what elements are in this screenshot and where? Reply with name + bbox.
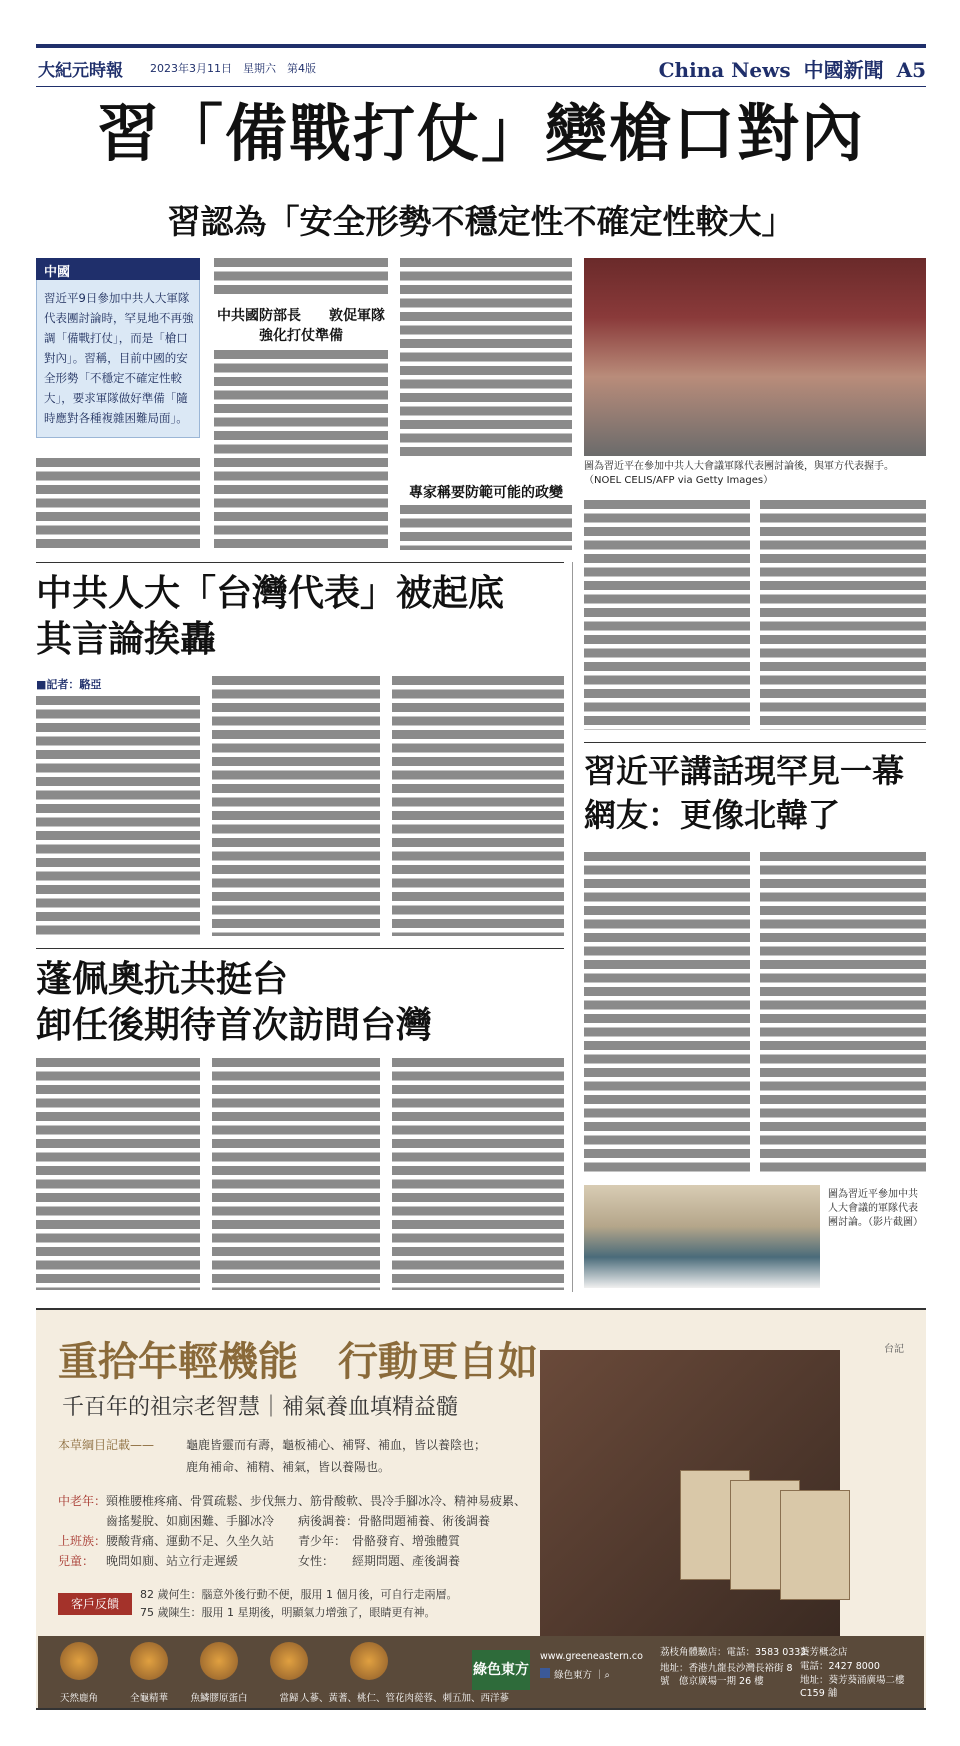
dateline: 2023年3月11日 星期六 第4版 (150, 62, 316, 75)
ad-ingredient-5: 人蔘、黃蓍、桃仁、管花肉蓯蓉、刺五加、西洋蔘 (300, 1693, 510, 1704)
page-number: A5 (896, 58, 926, 82)
ad-company-logo: 綠色東方 (472, 1650, 530, 1690)
ad-facebook (540, 1668, 610, 1682)
lead-photo (584, 258, 926, 456)
ad-row-3-label: 上班族： (58, 1534, 107, 1548)
ad-shop1-name: 荔枝角體驗店：電話：3583 0332 (660, 1647, 807, 1658)
newspaper-brand: 大紀元時報 (38, 61, 123, 81)
story4-body-col2 (212, 1058, 380, 1290)
story3-photo (584, 1185, 820, 1288)
ad-ingredient-4: 當歸 (279, 1693, 299, 1704)
ad-row-1-text: 頸椎腰椎疼痛、骨質疏鬆、步伐無力、筋骨酸軟、畏冷手腳冰冷、精神易疲累、 (106, 1494, 527, 1508)
story2-body-col3 (392, 676, 564, 936)
ad-subtitle: 千百年的祖宗老智慧｜補氣養血填精益髓 (62, 1395, 459, 1420)
column-divider (572, 562, 573, 1292)
ad-ingredient-3: 魚鱗膠原蛋白 (190, 1693, 248, 1704)
ad-ingredient-2: 全龜精華 (129, 1693, 168, 1704)
story4-body-col3 (392, 1058, 564, 1290)
lead-headline: 習「備戰打仗」變槍口對內 (96, 97, 865, 170)
lead-body-col1 (36, 458, 200, 550)
ad-row-2-text: 齒搖髮脫、如廁困難、手腳冰冷 病後調養：骨骼問題補養、術後調養 (106, 1514, 491, 1528)
lead-body-col3a (400, 258, 572, 458)
story3-body-col2 (760, 852, 926, 1172)
story2-top-rule (36, 562, 564, 563)
ad-shop2-address: 地址：葵芳葵涌廣場二樓 C159 舖 (800, 1675, 905, 1699)
masthead-bottom-rule (36, 86, 926, 87)
story4-body-col1 (36, 1058, 200, 1290)
lead-body-col4 (584, 500, 750, 730)
ad-ingredient-antler-icon (60, 1642, 98, 1680)
ad-facebook-label: 綠色東方 (554, 1670, 593, 1681)
ad-row-3 (58, 1532, 460, 1550)
lead-body-col5 (760, 500, 926, 730)
ad-row-4-label: 兒童： (58, 1554, 95, 1568)
section-chinese: 中國新聞 (803, 58, 884, 82)
ad-row-4-text: 晚問如廁、站立行走遲緩 女性： 經期問題、產後調養 (106, 1554, 461, 1568)
ad-product-pack-3 (780, 1490, 850, 1600)
lead-body-col3b (400, 505, 572, 550)
lead-photo-caption: 圖為習近平在參加中共人大會議軍隊代表團討論後，與軍方代表握手。（NOEL CELIS/AFP via Getty Images） (584, 461, 894, 486)
story4-headline-line1: 蓬佩奧抗共挺台 (36, 958, 289, 1000)
ad-ingredient-collagen-icon (200, 1642, 238, 1680)
story2-byline: ■記者：駱亞 (36, 678, 102, 691)
story3-headline-line2: 網友：更像北韓了 (584, 796, 841, 834)
ad-ingredient-turtle-icon (130, 1642, 168, 1680)
story3-headline-line1: 習近平講話現罕見一幕 (584, 752, 905, 790)
ad-row-3-text: 腰酸背痛、運動不足、久坐久站 青少年： 骨骼發育、增強體質 (106, 1534, 461, 1548)
ad-ingredient-1: 天然鹿角 (59, 1693, 98, 1704)
ad-title: 重拾年輕機能 行動更自如 (58, 1338, 538, 1385)
section-header (653, 54, 926, 83)
ad-feedback-label: 客戶反饋 (58, 1593, 132, 1615)
masthead-top-rule (36, 44, 926, 48)
lead-body-col2a (214, 258, 388, 298)
summary-tag: 中國 (36, 258, 200, 280)
search-icon: ｜⌕ (592, 1670, 610, 1681)
section-english: China News (658, 58, 791, 82)
story2-headline-line2: 其言論挨轟 (36, 618, 217, 660)
lead-subheadline: 習認為「安全形勢不穩定性不確定性較大」 (167, 202, 795, 241)
ad-brand-corner: 台記 (884, 1344, 904, 1355)
lead-kicker-1: 中共國防部長 敦促軍隊強化打仗準備 (217, 308, 385, 344)
story3-top-rule (584, 742, 926, 743)
story3-photo-caption: 圖為習近平參加中共人大會議的軍隊代表團討論。（影片截圖） (828, 1189, 923, 1228)
ad-shop2-phone: 電話：2427 8000 (800, 1661, 880, 1672)
facebook-icon (540, 1668, 550, 1678)
story2-body-col2 (212, 676, 380, 936)
ad-ingredient-herbs-icon (350, 1642, 388, 1680)
ad-source-line2: 鹿角補命、補精、補氣，皆以養陽也。 (186, 1460, 391, 1474)
ad-shop1-address: 地址：香港九龍長沙灣長裕街 8 號 億京廣場一期 26 樓 (660, 1663, 793, 1687)
story2-headline-line1: 中共人大「台灣代表」被起底 (36, 572, 505, 614)
story3-body-col1 (584, 852, 750, 1172)
ad-source-line1: 龜鹿皆靈而有壽，龜板補心、補腎、補血，皆以養陰也； (186, 1438, 487, 1452)
story4-top-rule (36, 948, 564, 949)
lead-kicker-2: 專家稱要防範可能的政變 (409, 485, 563, 501)
ad-ingredient-angelica-icon (270, 1642, 308, 1680)
ad-row-1 (58, 1492, 526, 1510)
story4-headline-line2: 卸任後期待首次訪問台灣 (36, 1004, 433, 1046)
story2-body-col1 (36, 696, 200, 936)
ad-feedback-1: 82 歲何生：腦意外後行動不便，服用 1 個月後，可自行走兩層。 (140, 1588, 458, 1601)
ad-shop2-name: 葵芳概念店 (800, 1647, 848, 1658)
ad-row-1-label: 中老年： (58, 1494, 107, 1508)
ad-source-label: 本草綱目記載—— (58, 1438, 155, 1452)
ad-row-4 (58, 1552, 460, 1570)
lead-body-col2b (214, 350, 388, 550)
ad-row-2 (58, 1512, 490, 1530)
summary-text: 習近平9日參加中共人大軍隊代表團討論時，罕見地不再強調「備戰打仗」，而是「槍口對內」。習稱，目前中國的安全形勢「不穩定不確定性較大」，要求軍隊做好準備「隨時應對各種複雜困難局面」。 (44, 291, 194, 425)
ad-website: www.greeneastern.co (540, 1651, 643, 1662)
ad-feedback-2: 75 歲陳生：服用 1 星期後，明顯氣力增強了，眼睛更有神。 (140, 1606, 436, 1619)
